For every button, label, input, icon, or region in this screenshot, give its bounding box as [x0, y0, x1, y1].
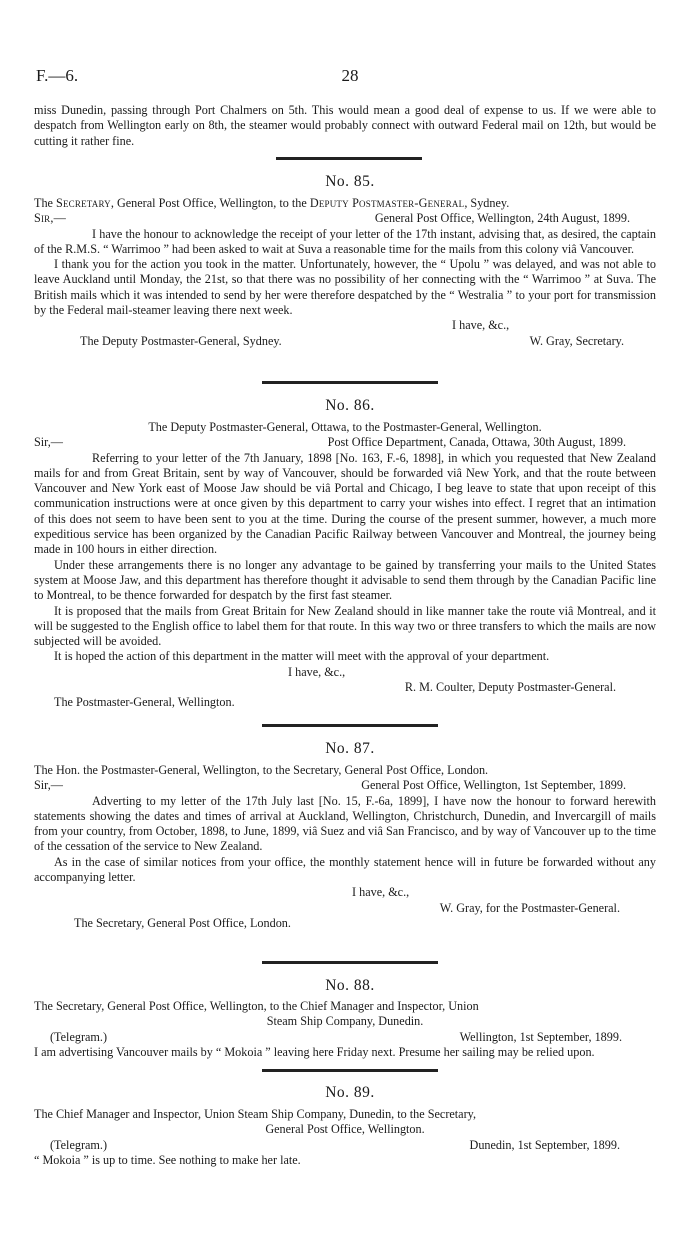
closing: I have, &c., — [288, 664, 346, 679]
salutation: Sir,— — [34, 211, 67, 226]
letter-89-title: No. 89. — [325, 1084, 375, 1101]
letter-85-salutation-row — [34, 211, 656, 226]
letter-87-para-2: As in the case of similar notices from your office, the monthly statement hence will in future be forwarded without any accompanying letter. — [34, 854, 656, 885]
letter-89-heading-line-1: The Chief Manager and Inspector, Union Steam Ship Company, Dunedin, to the Secretary, — [34, 1107, 476, 1121]
letter-88 — [34, 999, 656, 1060]
letter-88-heading-line-2: Steam Ship Company, Dunedin. — [266, 1014, 424, 1029]
signature: W. Gray, for the Postmaster-General. — [439, 900, 620, 915]
addressee: The Postmaster-General, Wellington. — [54, 695, 235, 710]
letter-87-title: No. 87. — [325, 740, 375, 757]
document-code: F.—6. — [36, 66, 79, 85]
letter-89-body: “ Mokoia ” is up to time. See nothing to make her late. — [34, 1152, 301, 1167]
salutation: Sir,— — [34, 435, 63, 450]
letter-86-para-1: Referring to your letter of the 7th January, 1898 [No. 163, F.-6, 1898], in which you requested that New Zealand mails for and from Great Britain, sent by way of Vancouver, should be forwarded viâ New York, and that the route between Vancouver and New York east of Moose Jaw should be viâ Portal and Chicago, I beg leave to state that upon receipt of this communication instructions were at once given by this department to carry your wishes into effect. I regret that an intimation of this does not seem to have been sent to you at the time. During the course of the present summer, however, a much more expeditious service has been organized by the Canadian Pacific Railway between Vancouver and Montreal, the journey being made in 100 hours in either direction. — [34, 450, 656, 557]
letter-86-heading: The Deputy Postmaster-General, Ottawa, to the Postmaster-General, Wellington. — [148, 420, 542, 434]
telegram-label: (Telegram.) — [50, 1137, 108, 1152]
letter-86-para-3: It is proposed that the mails from Great Britain for New Zealand should in like manner take the route viâ Montreal, and it will be suggested to the English office to label them for that route. In this way two or three transfers to which the mails are now subjected will be avoided. — [34, 603, 656, 649]
signature: W. Gray, Secretary. — [529, 333, 624, 348]
addressee: The Deputy Postmaster-General, Sydney. — [80, 333, 282, 348]
letter-86-title: No. 86. — [325, 397, 375, 414]
section-divider — [262, 961, 438, 964]
letter-87-para-1: Adverting to my letter of the 17th July last [No. 15, F.-6a, 1899], I have now the honour to forward herewith statements showing the dates and times of arrival at Auckland, Wellington, Christchurch, Dunedin, and Invercargill of mails from your country, from October, 1898, to June, 1899, viâ Suez and viâ San Francisco, and by way of Vancouver up to the time of the cessation of the service to New Zealand. — [34, 793, 656, 854]
letter-89 — [34, 1107, 656, 1168]
letter-87-salutation-row — [34, 778, 656, 793]
letter-87-heading: The Hon. the Postmaster-General, Wellington, to the Secretary, General Post Office, London. — [34, 763, 489, 777]
letter-85 — [34, 196, 656, 349]
closing: I have, &c., — [352, 885, 410, 900]
section-divider — [262, 1069, 438, 1072]
section-divider — [262, 724, 438, 727]
signature: R. M. Coulter, Deputy Postmaster-General. — [404, 680, 616, 695]
letter-85-heading: The Secretary, General Post Office, Wellington, to the Deputy Postmaster-General, Sydney. — [34, 196, 510, 210]
letter-88-heading-line-1: The Secretary, General Post Office, Wellington, to the Chief Manager and Inspector, Union — [34, 999, 479, 1013]
addressee: The Secretary, General Post Office, London. — [74, 915, 291, 930]
letter-89-heading-line-2: General Post Office, Wellington. — [265, 1122, 425, 1137]
intro-text: miss Dunedin, passing through Port Chalmers on 5th. This would mean a good deal of expense to us. If we were able to despatch from Wellington early on 8th, the steamer would probably connect with outward Federal mail on 12th, but would be cutting it rather fine. — [34, 103, 656, 148]
intro-paragraph — [34, 103, 656, 149]
letter-86-para-4: It is hoped the action of this department in the matter will meet with the approval of your department. — [54, 649, 550, 664]
page-number: 28 — [341, 66, 359, 85]
letter-85-title: No. 85. — [325, 173, 375, 190]
place-date: Wellington, 1st September, 1899. — [459, 1029, 622, 1044]
place-date: General Post Office, Wellington, 1st September, 1899. — [361, 778, 626, 793]
closing: I have, &c., — [452, 318, 510, 333]
place-date: General Post Office, Wellington, 24th August, 1899. — [374, 211, 630, 226]
telegram-label: (Telegram.) — [50, 1029, 108, 1044]
letter-89-telegram-row — [34, 1138, 656, 1153]
letter-86-para-2: Under these arrangements there is no longer any advantage to be gained by transferring your mails to the United States system at Moose Jaw, and this department has therefore thought it advisable to send them through by the Canadian Pacific line to Montreal, to be thence forwarded for despatch by the first fast steamer. — [34, 557, 656, 603]
letter-85-para-1: I have the honour to acknowledge the receipt of your letter of the 17th instant, advising that, as desired, the captain of the R.M.S. “ Warrimoo ” had been asked to wait at Suva a reasonable time for the mails from this colony viâ Vancouver. — [34, 226, 656, 256]
place-date: Dunedin, 1st September, 1899. — [469, 1137, 620, 1152]
section-divider — [276, 157, 422, 160]
letter-88-telegram-row — [34, 1030, 656, 1045]
letter-87 — [34, 763, 656, 931]
letter-85-signature-row — [34, 334, 656, 349]
letter-88-body: I am advertising Vancouver mails by “ Mokoia ” leaving here Friday next. Presume her sailing may be relied upon. — [34, 1044, 595, 1059]
letter-86 — [34, 420, 656, 711]
letter-88-title: No. 88. — [325, 977, 375, 994]
section-divider — [262, 381, 438, 384]
letter-86-salutation-row — [34, 435, 656, 450]
letter-85-para-2: I thank you for the action you took in the matter. Unfortunately, however, the “ Upolu ” was delayed, and was not able to leave Auckland until Monday, the 21st, so that there was no possibility of her connecting with the “ Warrimoo ” at Suva. The British mails which it was intended to send by her were therefore despatched by the “ Westralia ” to your port for transmission by the Federal mail-steamer leaving there next week. — [34, 257, 656, 318]
place-date: Post Office Department, Canada, Ottawa, 30th August, 1899. — [327, 435, 626, 450]
salutation: Sir,— — [34, 778, 63, 793]
